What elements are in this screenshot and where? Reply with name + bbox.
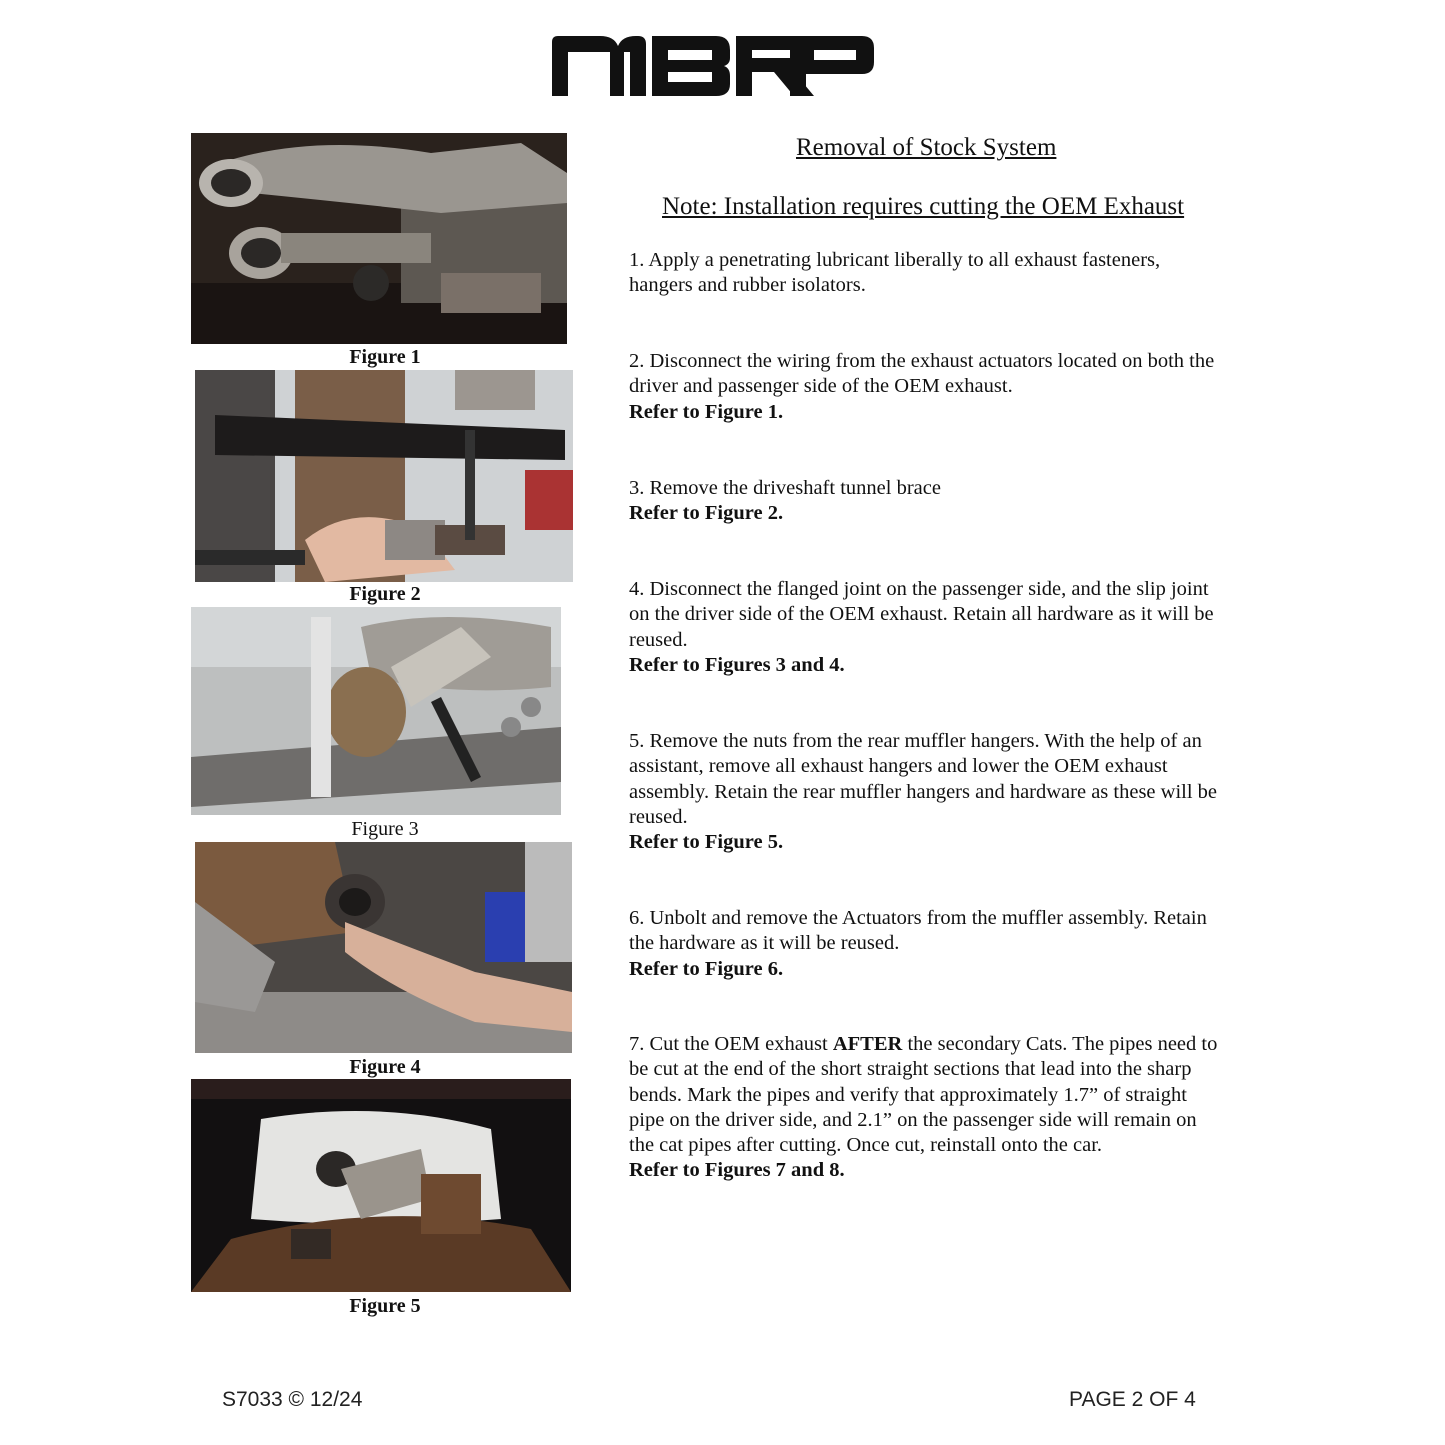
step-7-reference: Refer to Figures 7 and 8. bbox=[629, 1159, 845, 1182]
mbrp-logo bbox=[548, 34, 874, 98]
step-5-text: 5. Remove the nuts from the rear muffler hangers. With the help of an assistant, remove all exhaust hangers and lower the OEM exhaust assembly. Retain the rear muffler hangers and hardware as these will be reused. bbox=[629, 730, 1218, 828]
step-6-text: 6. Unbolt and remove the Actuators from the muffler assembly. Retain the hardware as it will be reused. bbox=[629, 907, 1207, 955]
step-7-text-before: 7. Cut the OEM exhaust bbox=[629, 1033, 833, 1055]
step-3-text: 3. Remove the driveshaft tunnel brace bbox=[629, 477, 941, 499]
figure-5-caption: Figure 5 bbox=[349, 1295, 421, 1317]
step-3-reference: Refer to Figure 2. bbox=[629, 502, 784, 525]
step-5-reference: Refer to Figure 5. bbox=[629, 831, 784, 854]
figure-2-caption: Figure 2 bbox=[349, 583, 421, 605]
figure-4-photo bbox=[195, 842, 572, 1053]
figure-1-caption: Figure 1 bbox=[349, 346, 421, 368]
step-2-text: 2. Disconnect the wiring from the exhaust actuators located on both the driver and passenger side of the OEM exhaust. bbox=[629, 350, 1215, 398]
step-4-reference: Refer to Figures 3 and 4. bbox=[629, 653, 845, 676]
step-3 bbox=[629, 476, 1219, 527]
figure-3-caption: Figure 3 bbox=[351, 818, 419, 840]
step-5 bbox=[629, 729, 1219, 855]
figure-2-photo bbox=[195, 370, 573, 582]
figure-3-photo bbox=[191, 607, 561, 815]
figure-4-caption: Figure 4 bbox=[349, 1056, 421, 1078]
step-7-text-after: the secondary Cats. The pipes need to be cut at the end of the short straight sections that lead into the sharp bends. Mark the pipes and verify that approximately 1.7” of straight pipe on the driver side, and 2.1” on the passenger side will remain on the cat pipes after cutting. Once cut, reinstall onto the car. bbox=[629, 1033, 1218, 1157]
step-4-text: 4. Disconnect the flanged joint on the passenger side, and the slip joint on the driver side of the OEM exhaust. Retain all hardware as it will be reused. bbox=[629, 578, 1214, 651]
step-6-reference: Refer to Figure 6. bbox=[629, 957, 784, 980]
step-1-text: 1. Apply a penetrating lubricant liberally to all exhaust fasteners, hangers and rubber isolators. bbox=[629, 249, 1161, 297]
section-title: Removal of Stock System bbox=[796, 134, 1057, 161]
step-7 bbox=[629, 1032, 1219, 1184]
step-6 bbox=[629, 906, 1219, 982]
step-7-emphasis: AFTER bbox=[832, 1033, 903, 1055]
figure-1-photo bbox=[191, 133, 567, 344]
document-code: S7033 © 12/24 bbox=[222, 1388, 363, 1411]
installation-note: Note: Installation requires cutting the OEM Exhaust bbox=[662, 193, 1185, 220]
step-2-reference: Refer to Figure 1. bbox=[629, 400, 784, 423]
figure-5-photo bbox=[191, 1079, 571, 1292]
step-2 bbox=[629, 349, 1219, 425]
step-1 bbox=[629, 248, 1219, 299]
step-4 bbox=[629, 577, 1219, 678]
page-number: PAGE 2 OF 4 bbox=[1069, 1388, 1196, 1411]
